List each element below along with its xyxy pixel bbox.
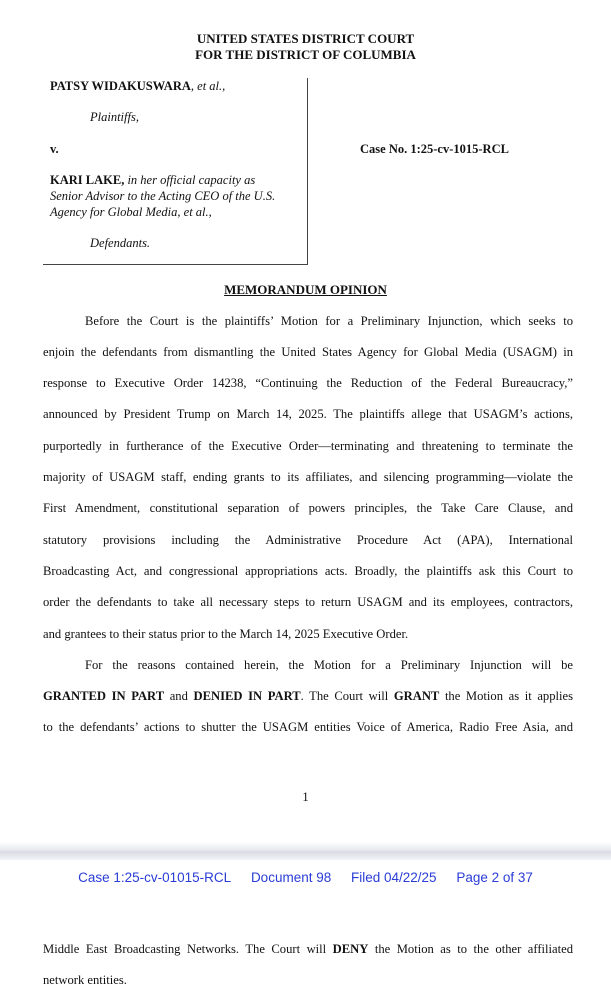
grant-word: GRANT	[393, 689, 440, 703]
deny-word: DENY	[332, 942, 369, 956]
para1-line: majority of USAGM staff, ending grants to its affiliates, and silencing programming—violate the	[43, 470, 573, 484]
para1-line: order the defendants to take all necessary steps to return USAGM and its employees, contractors,	[43, 595, 573, 609]
court-name-line1: UNITED STATES DISTRICT COURT	[196, 31, 415, 46]
versus-label: v.	[50, 142, 59, 156]
defendant-desc3: Agency for Global Media, et al.,	[50, 205, 212, 219]
ecf-page: Page 2 of 37	[456, 870, 533, 885]
plaintiff-name: PATSY WIDAKUSWARA	[50, 79, 191, 93]
court-name-line2: FOR THE DISTRICT OF COLUMBIA	[195, 47, 416, 62]
para1-line: First Amendment, constitutional separation of powers principles, the Take Care Clause, and	[43, 501, 573, 515]
plaintiffs-label: Plaintiffs,	[90, 110, 139, 124]
ecf-header	[0, 870, 611, 885]
page-number: 1	[302, 790, 309, 804]
ecf-document: Document 98	[250, 870, 332, 885]
ecf-case: Case 1:25-cv-01015-RCL	[78, 870, 232, 885]
para2-line: For the reasons contained herein, the Motion for a Preliminary Injunction will be	[85, 658, 573, 672]
defendant-line	[50, 173, 255, 188]
para1-line: purportedly in furtherance of the Executive Order—terminating and threatening to terminate the	[43, 439, 573, 453]
para1-line: statutory provisions including the Administrative Procedure Act (APA), International	[43, 533, 573, 547]
para1-line: Before the Court is the plaintiffs’ Motion for a Preliminary Injunction, which seeks to	[85, 314, 573, 328]
page2-line: network entities.	[43, 973, 127, 987]
document-title: MEMORANDUM OPINION	[224, 282, 387, 297]
defendant-name: KARI LAKE,	[50, 173, 125, 187]
para1-line: announced by President Trump on March 14, 2025. The plaintiffs allege that USAGM’s actions,	[43, 407, 573, 421]
plaintiff-line	[50, 79, 225, 94]
para1-line: and grantees to their status prior to the March 14, 2025 Executive Order.	[43, 627, 409, 641]
plaintiff-etal: , et al.,	[190, 79, 226, 93]
defendants-label: Defendants.	[90, 236, 151, 250]
para2-line: GRANTED IN PART and DENIED IN PART. The Court will GRANT the Motion as it applies	[43, 689, 573, 703]
defendant-desc1: in her official capacity as	[124, 173, 256, 187]
ecf-filed: Filed 04/22/25	[351, 870, 437, 885]
page2-line: Middle East Broadcasting Networks. The Court will DENY the Motion as to the other affiliated	[43, 942, 573, 956]
case-number: Case No. 1:25-cv-1015-RCL	[360, 142, 509, 156]
page-separator	[0, 842, 611, 860]
para1-line: response to Executive Order 14238, “Continuing the Reduction of the Federal Bureaucracy,”	[43, 376, 573, 390]
case-caption-box	[43, 78, 308, 265]
denied-in-part: DENIED IN PART	[193, 689, 301, 703]
para2-line: to the defendants’ actions to shutter the USAGM entities Voice of America, Radio Free Asia, and	[43, 720, 573, 734]
defendant-desc2: Senior Advisor to the Acting CEO of the U.S.	[50, 189, 276, 203]
para1-line: enjoin the defendants from dismantling the United States Agency for Global Media (USAGM) in	[43, 345, 573, 359]
granted-in-part: GRANTED IN PART	[43, 689, 165, 703]
para1-line: Broadcasting Act, and congressional appropriations acts. Broadly, the plaintiffs ask this Court to	[43, 564, 573, 578]
